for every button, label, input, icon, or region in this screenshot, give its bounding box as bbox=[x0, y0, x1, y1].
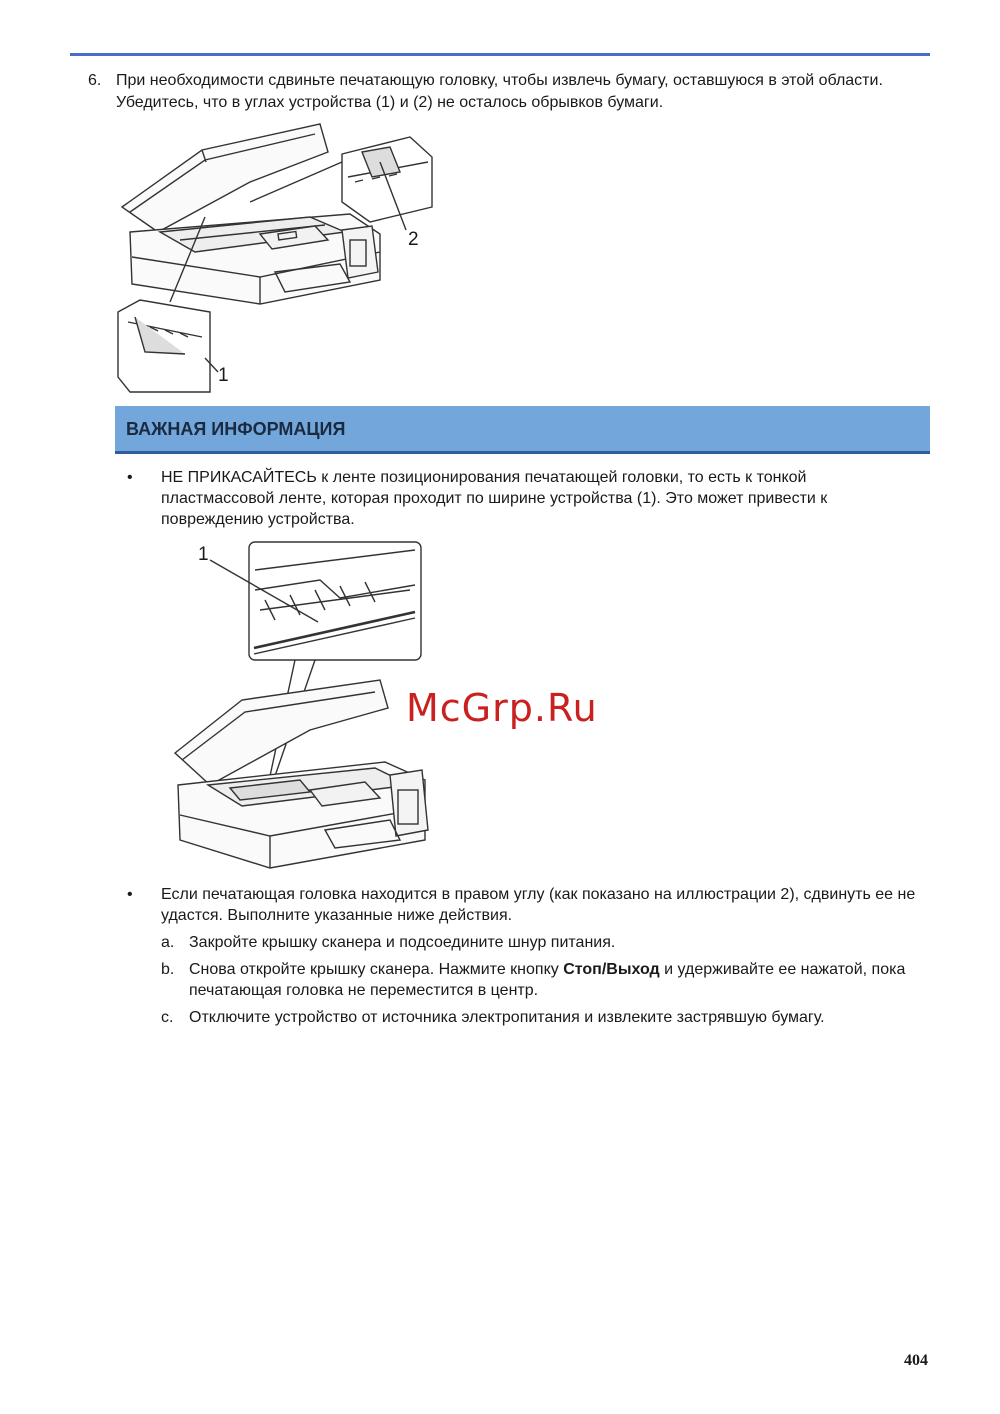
callout-1: 1 bbox=[218, 365, 229, 386]
substep-a bbox=[161, 932, 921, 953]
substep-text-post: и удерживайте ее нажатой, пока печатающая головка не переместится в центр. bbox=[189, 961, 906, 999]
bullet-icon: • bbox=[127, 469, 133, 486]
important-title: ВАЖНАЯ ИНФОРМАЦИЯ bbox=[126, 419, 346, 439]
substep-letter: b. bbox=[161, 961, 175, 978]
substep-text-pre: Снова откройте крышку сканера. Нажмите кнопку bbox=[189, 961, 564, 978]
substep-text: Закройте крышку сканера и подсоедините шнур питания. bbox=[189, 934, 616, 951]
step-number: 6. bbox=[88, 72, 102, 89]
stop-exit-button-label: Стоп/Выход bbox=[563, 961, 660, 978]
page-number: 404 bbox=[904, 1352, 928, 1369]
bullet-icon: • bbox=[127, 886, 133, 903]
figure-encoder-strip bbox=[170, 540, 440, 880]
important-info-banner bbox=[115, 406, 930, 454]
substep-b bbox=[161, 959, 921, 1001]
callout-2: 2 bbox=[408, 229, 419, 250]
step-text: При необходимости сдвиньте печатающую головку, чтобы извлечь бумагу, оставшуюся в этой области. Убедитесь, что в углах устройства (1) и (2) не осталось обрывков бумаги. bbox=[116, 72, 883, 111]
bullet-text: Если печатающая головка находится в правом углу (как показано на иллюстрации 2), сдвинуть ее не удастся. Выполните указанные ниже действия. bbox=[161, 886, 916, 924]
bullet-head-right-corner bbox=[127, 884, 917, 926]
substep-text bbox=[189, 959, 921, 1001]
watermark: McGrp.Ru bbox=[406, 686, 598, 730]
step-6 bbox=[88, 70, 938, 114]
top-rule bbox=[70, 53, 930, 56]
bullet-text: НЕ ПРИКАСАЙТЕСЬ к ленте позиционирования печатающей головки, то есть к тонкой пластмассовой ленте, которая проходит по ширине устройства (1). Это может привести к повреждению устройства. bbox=[161, 469, 828, 528]
substep-c bbox=[161, 1007, 921, 1028]
substep-letter: c. bbox=[161, 1009, 174, 1026]
substep-letter: a. bbox=[161, 934, 175, 951]
bullet-do-not-touch bbox=[127, 467, 917, 530]
substep-text: Отключите устройство от источника электропитания и извлеките застрявшую бумагу. bbox=[189, 1009, 825, 1026]
callout-1: 1 bbox=[198, 544, 209, 565]
figure-printer-corners bbox=[110, 122, 440, 394]
